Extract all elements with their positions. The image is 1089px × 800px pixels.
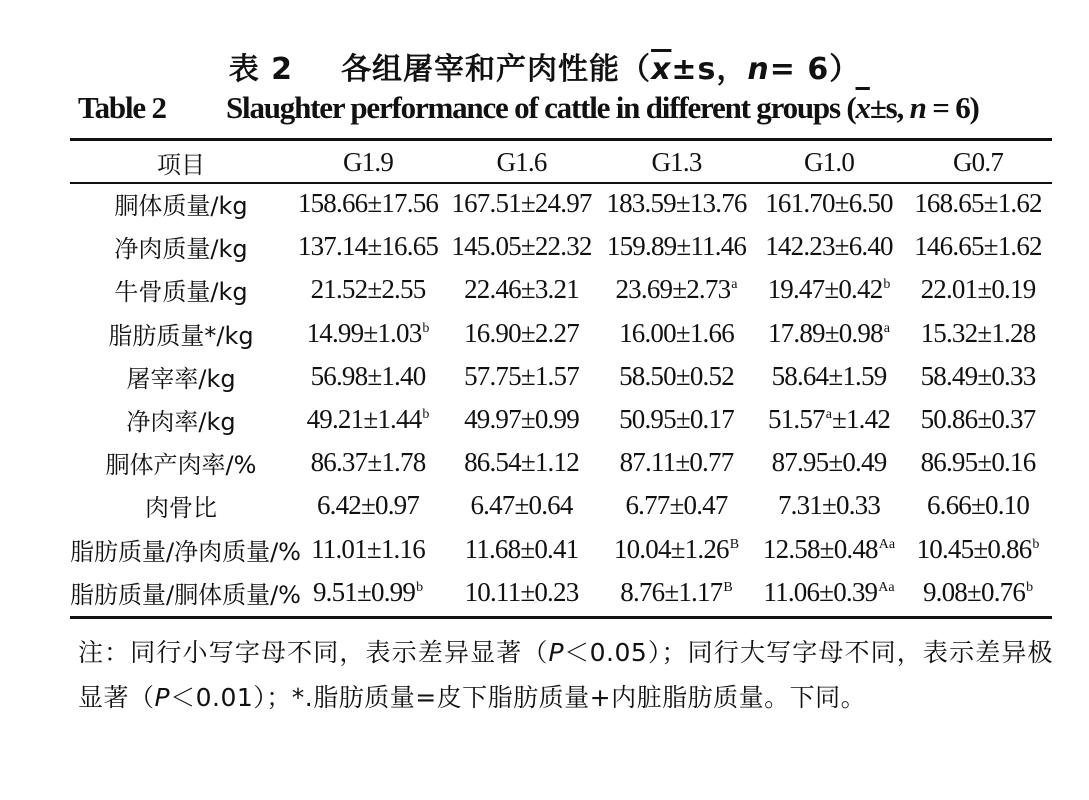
table-cell [444, 528, 599, 571]
table-cell [904, 398, 1052, 441]
significance-mark: b [416, 579, 424, 595]
cell-value: 6.66±0.10 [926, 490, 1030, 521]
table-body [70, 182, 1052, 614]
cell-value: 167.51±24.97 [451, 188, 592, 219]
table-row [70, 528, 1052, 571]
cell-value: 58.50±0.52 [619, 360, 734, 391]
header-group: G1.0 [803, 146, 855, 177]
cell-value: 159.89±11.46 [606, 231, 747, 262]
mean-symbol-en: $\overline{x}$ [855, 90, 870, 125]
table-cell [904, 268, 1052, 311]
significance-mark: Aa [878, 536, 896, 552]
table-bottom-rule [70, 616, 1052, 619]
table-cell [444, 182, 599, 225]
table-header-row [70, 142, 1052, 182]
cell-value: 9.08±0.76 [922, 576, 1026, 607]
significance-mark: b [422, 407, 430, 423]
header-group: G1.6 [496, 146, 547, 177]
table-cell [904, 312, 1052, 355]
table-cell [444, 355, 599, 398]
cell-value: 6.77±0.47 [625, 490, 728, 521]
cell-value: 16.90±2.27 [464, 317, 579, 348]
title-en-text: Slaughter performance of cattle in different groups ( [226, 90, 856, 125]
table-cell [754, 225, 904, 268]
table-cell [754, 182, 904, 225]
cell-value: 21.52±2.55 [310, 274, 426, 305]
n-symbol: n [747, 52, 770, 87]
row-label: 净肉质量/kg [114, 235, 248, 264]
table-cell [904, 355, 1052, 398]
significance-mark: b [883, 277, 891, 293]
table-cell [292, 484, 444, 527]
cell-value: 23.69±2.73 [615, 274, 731, 305]
table-row [70, 398, 1052, 441]
table-cell [292, 528, 444, 571]
table-cell [444, 312, 599, 355]
table-row [70, 312, 1052, 355]
significance-mark: a [731, 277, 738, 293]
cell-value: 14.99±1.03 [306, 317, 422, 348]
n-value-en: = 6) [925, 90, 979, 125]
cell-value: 51.57 [767, 404, 825, 435]
cell-value: 145.05±22.32 [451, 231, 592, 262]
table-footnote [78, 630, 1053, 720]
cell-value: 142.23±6.40 [765, 231, 893, 262]
cell-value: 10.04±1.26 [613, 533, 729, 564]
cell-value: 22.01±0.19 [920, 274, 1036, 305]
significance-mark: b [1026, 579, 1034, 595]
cell-value: 58.49±0.33 [920, 360, 1036, 391]
table-cell [292, 441, 444, 484]
significance-mark: B [729, 536, 740, 552]
cell-value: 12.58±0.48 [762, 533, 878, 564]
cell-value: 50.95±0.17 [619, 404, 734, 435]
cell-value: 11.68±0.41 [464, 533, 579, 564]
slaughter-performance-table [70, 142, 1052, 614]
cell-value: 49.97±0.99 [464, 404, 579, 435]
cell-value: 11.01±1.16 [311, 533, 425, 564]
table-cell [754, 268, 904, 311]
table-cell [904, 528, 1052, 571]
table-row [70, 225, 1052, 268]
table-row [70, 441, 1052, 484]
table-cell [444, 268, 599, 311]
cell-value: 10.45±0.86 [916, 533, 1032, 564]
table-cell [904, 484, 1052, 527]
row-label: 脂肪质量/胴体质量/% [70, 580, 301, 609]
table-cell [444, 484, 599, 527]
table-cell [444, 398, 599, 441]
table-title-chinese [0, 44, 1089, 88]
significance-mark: b [422, 320, 430, 336]
table-cell [292, 182, 444, 225]
table-cell [904, 225, 1052, 268]
note-part-3: ＜0.01）；*.脂肪质量=皮下脂肪质量+内脏脂肪质量。下同。 [170, 683, 867, 712]
cell-value: 49.21±1.44 [306, 404, 422, 435]
cell-value-tail: ±1.42 [831, 404, 891, 435]
note-part-2: ＜0.05）；同行大写字母不同，表示差异极显著（ [78, 638, 1053, 712]
table-cell [292, 268, 444, 311]
cell-value: 22.46±3.21 [464, 274, 579, 305]
cell-value: 6.42±0.97 [316, 490, 420, 521]
table-cell [599, 355, 754, 398]
cell-value: 168.65±1.62 [914, 188, 1042, 219]
cell-value: 87.11±0.77 [619, 447, 734, 478]
p-symbol-1: P [548, 638, 565, 667]
cell-value: 16.00±1.66 [619, 317, 734, 348]
table-title-english [78, 90, 1038, 126]
row-label: 胴体产肉率/% [105, 451, 257, 480]
cell-value: 17.89±0.98 [767, 317, 883, 348]
n-value: = 6） [769, 52, 861, 87]
row-label: 胴体质量/kg [114, 192, 248, 221]
cell-value: 146.65±1.62 [914, 231, 1042, 262]
table-cell [292, 225, 444, 268]
table-cell [754, 398, 904, 441]
title-cn-sep: ， [716, 52, 748, 87]
cell-value: 58.64±1.59 [771, 360, 887, 391]
header-group: G1.3 [651, 146, 702, 177]
cell-value: 57.75±1.57 [464, 360, 579, 391]
significance-mark: a [883, 320, 891, 336]
table-cell [444, 225, 599, 268]
pm-s: ±s [671, 52, 717, 87]
header-group: G1.9 [342, 146, 394, 177]
title-en-sep: , [896, 90, 910, 125]
table-cell [599, 312, 754, 355]
table-cell [904, 571, 1052, 614]
pm-s-en: ±s [869, 90, 897, 125]
cell-value: 11.06±0.39 [763, 576, 878, 607]
cell-value: 183.59±13.76 [606, 188, 747, 219]
table-cell [599, 225, 754, 268]
cell-value: 8.76±1.17 [620, 576, 723, 607]
table-cell [599, 571, 754, 614]
table-top-rule [70, 138, 1052, 141]
table-number-en: Table 2 [78, 90, 166, 125]
mean-symbol: $\overline{x}$ [651, 52, 672, 87]
table-row [70, 571, 1052, 614]
cell-value: 9.51±0.99 [312, 576, 416, 607]
table-cell [292, 312, 444, 355]
significance-mark: b [1032, 536, 1040, 552]
significance-mark: B [723, 579, 733, 595]
table-cell [904, 182, 1052, 225]
p-symbol-2: P [154, 683, 171, 712]
significance-mark: Aa [878, 579, 895, 595]
cell-value: 161.70±6.50 [765, 188, 893, 219]
table-cell [754, 312, 904, 355]
cell-value: 10.11±0.23 [464, 576, 579, 607]
table-cell [292, 398, 444, 441]
table-cell [292, 355, 444, 398]
table-cell [599, 268, 754, 311]
cell-value: 158.66±17.56 [297, 188, 439, 219]
cell-value: 87.95±0.49 [771, 447, 887, 478]
header-group: G0.7 [952, 146, 1004, 177]
table-cell [754, 528, 904, 571]
significance-mark: a [825, 407, 832, 423]
title-cn-text: 各组屠宰和产肉性能（ [341, 52, 652, 87]
cell-value: 56.98±1.40 [310, 360, 426, 391]
table-cell [444, 441, 599, 484]
table-row [70, 355, 1052, 398]
table-row [70, 268, 1052, 311]
cell-value: 19.47±0.42 [767, 274, 883, 305]
cell-value: 86.54±1.12 [464, 447, 579, 478]
note-part-1: 注：同行小写字母不同，表示差异显著（ [78, 638, 549, 667]
row-label: 牛骨质量/kg [114, 278, 248, 307]
cell-value: 15.32±1.28 [920, 317, 1036, 348]
table-row [70, 484, 1052, 527]
table-cell [599, 484, 754, 527]
table-cell [754, 355, 904, 398]
table-cell [599, 182, 754, 225]
table-cell [599, 528, 754, 571]
row-label: 脂肪质量/净肉质量/% [70, 537, 301, 566]
header-item: 项目 [157, 150, 205, 179]
table-cell [754, 484, 904, 527]
cell-value: 86.95±0.16 [920, 447, 1036, 478]
table-cell [599, 441, 754, 484]
row-label: 屠宰率/kg [126, 364, 236, 393]
table-cell [754, 441, 904, 484]
cell-value: 137.14±16.65 [297, 231, 439, 262]
table-cell [754, 571, 904, 614]
row-label: 肉骨比 [145, 494, 217, 523]
cell-value: 7.31±0.33 [777, 490, 881, 521]
table-cell [292, 571, 444, 614]
table-row [70, 182, 1052, 225]
n-symbol-en: n [909, 90, 926, 125]
table-cell [599, 398, 754, 441]
cell-value: 6.47±0.64 [470, 490, 573, 521]
cell-value: 50.86±0.37 [920, 404, 1036, 435]
table-cell [444, 571, 599, 614]
table-number-cn: 表 2 [228, 52, 294, 87]
cell-value: 86.37±1.78 [310, 447, 426, 478]
row-label: 净肉率/kg [126, 408, 236, 437]
row-label: 脂肪质量*/kg [108, 321, 254, 350]
table-cell [904, 441, 1052, 484]
